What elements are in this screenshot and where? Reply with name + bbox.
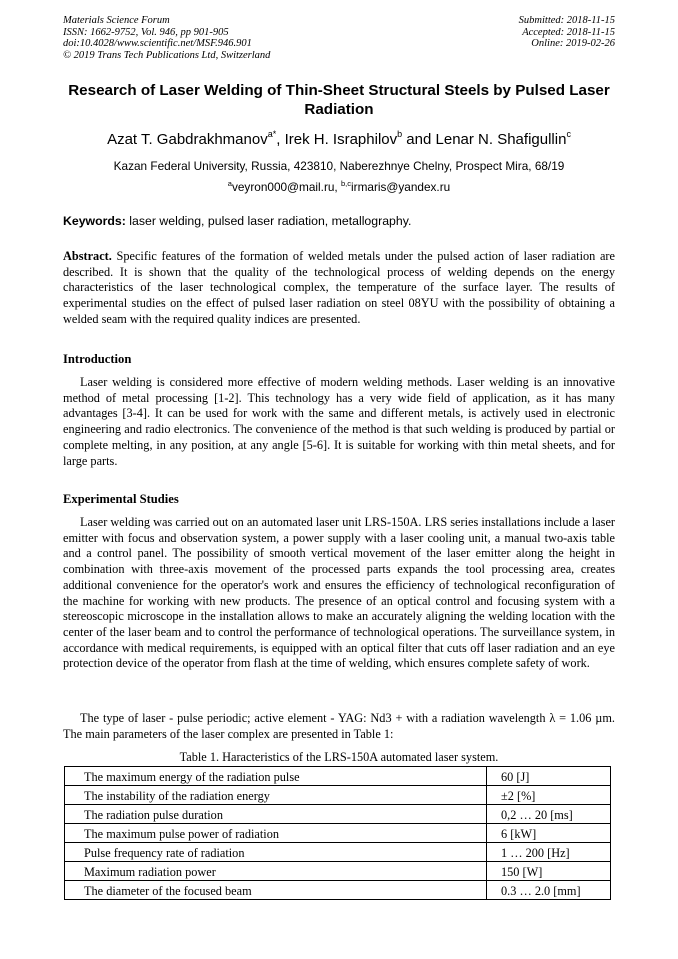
email-address: veyron000@mail.ru, xyxy=(231,180,341,194)
table-row xyxy=(65,862,611,881)
accepted-date: Accepted: 2018-11-15 xyxy=(522,26,615,38)
paragraph: Laser welding was carried out on an automated laser unit LRS-150A. LRS series installations include a laser emitter with focus and observation system, a power supply with a laser cooling unit, a manual two-axis table and a control panel. The possibility of smooth vertical movement of the laser emitter along the height in combination with three-axis movement of the processed parts expands the tool processing area, creates additional convenience for the operator's work and ensures the efficiency of technological reconfiguration of the machine for working with new products. The presence of an optical control and focusing system with a stereoscopic microscope in the installation allows to make an accurately aligning the welding location with the center of the laser beam and to control the performance of technological operations. The surveillance system, in accordance with medical requirements, is equipped with an optical filter that cuts off laser radiation and an eye protection device of the operator from flash at the time of welding, which ensures complete safety of work. xyxy=(63,515,615,671)
parameter-cell: Maximum radiation power xyxy=(65,862,487,881)
parameter-cell: The maximum pulse power of radiation xyxy=(65,824,487,843)
email-mark: a xyxy=(227,179,232,188)
author-emails xyxy=(40,180,638,194)
introduction-body xyxy=(63,375,615,469)
table-row xyxy=(65,843,611,862)
value-cell: 6 [kW] xyxy=(487,824,611,843)
copyright-line: © 2019 Trans Tech Publications Ltd, Switzerland xyxy=(63,49,271,61)
value-cell: 150 [W] xyxy=(487,862,611,881)
author-affil-mark: c xyxy=(566,129,571,139)
author-affil-mark: b xyxy=(397,129,403,139)
value-cell: ±2 [%] xyxy=(487,786,611,805)
value-cell: 1 … 200 [Hz] xyxy=(487,843,611,862)
table-caption: Table 1. Haracteristics of the LRS-150A automated laser system. xyxy=(179,750,499,764)
section-heading-introduction: Introduction xyxy=(63,352,132,366)
author-name: Lenar N. Shafigullin xyxy=(435,131,567,148)
table-row xyxy=(65,881,611,900)
table-row xyxy=(65,786,611,805)
parameter-cell: The maximum energy of the radiation pulse xyxy=(65,767,487,786)
value-cell: 0,2 … 20 [ms] xyxy=(487,805,611,824)
parameter-cell: Pulse frequency rate of radiation xyxy=(65,843,487,862)
affiliation: Kazan Federal University, Russia, 423810, Naberezhnye Chelny, Prospect Mira, 68/19 xyxy=(113,159,565,173)
journal-info xyxy=(63,15,270,61)
issn-line: ISSN: 1662-9752, Vol. 946, pp 901-905 xyxy=(63,26,229,38)
laser-type-body xyxy=(63,711,615,742)
submission-dates xyxy=(519,15,615,50)
author-list xyxy=(40,131,638,149)
table-row xyxy=(65,824,611,843)
experimental-body xyxy=(63,515,615,672)
author-affil-mark: a* xyxy=(267,129,277,139)
paragraph: The type of laser - pulse periodic; active element - YAG: Nd3 + with a radiation wavelength λ = 1.06 µm. The main parameters of the laser complex are presented in Table 1: xyxy=(63,711,615,741)
keywords-label: Keywords: xyxy=(63,214,126,228)
author-name: Irek H. Israphilov xyxy=(284,131,398,148)
paragraph: Laser welding is considered more effective of modern welding methods. Laser welding is an innovative method of metal processing [1-2]. This technology has a very wide field of application, as it has many advantages [3-4]. It can be used for work with the same and different metals, is actively used in electronic engineering and radio electronics. The convenience of the method is that such welding is produced by partial or complete melting, in any position, at any angle [5-6]. It is suitable for working with thin metal sheets, and for large parts. xyxy=(63,375,615,468)
journal-name: Materials Science Forum xyxy=(63,15,170,26)
email-mark: b,c xyxy=(341,179,352,188)
abstract-text: Specific features of the formation of welded metals under the pulsed action of laser radiation are described. It is shown that the quality of the technological process of welding depends on the energy characteristics of the laser technological complex, the temperature of the surface layer. The results of experimental studies on the effect of pulsed laser radiation on steel 08YU with the possibility of obtaining a welded seam with the required quality indices are presented. xyxy=(63,249,615,326)
abstract-label: Abstract. xyxy=(63,249,112,263)
parameter-cell: The radiation pulse duration xyxy=(65,805,487,824)
email-address: irmaris@yandex.ru xyxy=(351,180,451,194)
paper-title: Research of Laser Welding of Thin-Sheet Structural Steels by Pulsed Laser Radiation xyxy=(68,82,610,118)
laser-parameters-table xyxy=(64,766,611,900)
parameter-cell: The diameter of the focused beam xyxy=(65,881,487,900)
value-cell: 60 [J] xyxy=(487,767,611,786)
value-cell: 0.3 … 2.0 [mm] xyxy=(487,881,611,900)
submitted-date: Submitted: 2018-11-15 xyxy=(518,15,615,26)
abstract xyxy=(63,249,615,328)
author-name: Azat T. Gabdrakhmanov xyxy=(107,131,268,148)
online-date: Online: 2019-02-26 xyxy=(531,38,615,49)
author-separator: and xyxy=(402,131,436,148)
author-separator: , xyxy=(276,131,285,148)
keywords xyxy=(63,214,411,229)
table-row xyxy=(65,767,611,786)
table-row xyxy=(65,805,611,824)
keywords-text: laser welding, pulsed laser radiation, metallography. xyxy=(125,214,412,228)
parameter-cell: The instability of the radiation energy xyxy=(65,786,487,805)
doi-line: doi:10.4028/www.scientific.net/MSF.946.901 xyxy=(63,38,252,49)
section-heading-experimental: Experimental Studies xyxy=(63,492,179,506)
